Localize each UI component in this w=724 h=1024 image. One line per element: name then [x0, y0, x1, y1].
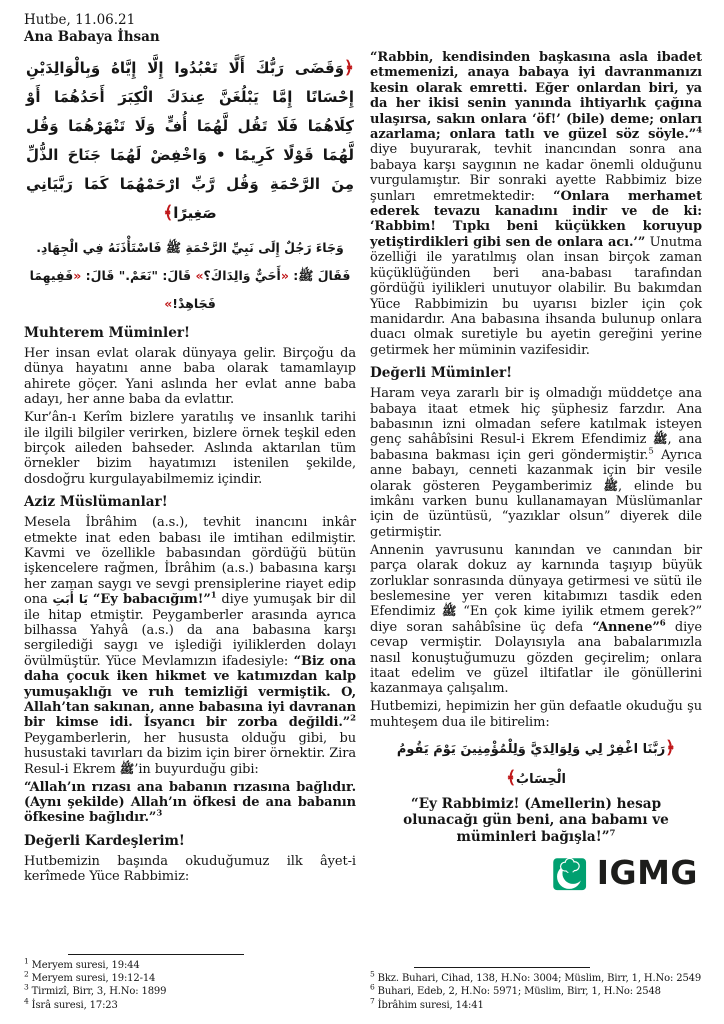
text-run: « — [280, 268, 289, 283]
text-run: “Onlara merhamet ederek tevazu kanadını indir ve de ki: ‘Rabbim! Tıpkı beni küçükken koruyup yetiştirdikleri gibi sen de onlara acı.’” — [370, 188, 702, 250]
dua-translation — [376, 796, 696, 845]
text-run: ﴿ — [665, 738, 676, 759]
footnote-number: 2 — [24, 969, 29, 979]
footnote-list-left — [24, 956, 356, 1012]
footnote-item: $^5$ Bkz. Buhari, Cihad, 138, H.No: 3004; Müslim, Birr, 1, H.No: 2549 — [370, 969, 702, 985]
page-title: Ana Babaya İhsan — [24, 29, 160, 45]
paragraph — [24, 410, 356, 487]
footnote-rule — [68, 954, 244, 955]
footnote-number: 6 — [370, 983, 375, 993]
text-run: “Ey babacığım!” — [92, 592, 211, 608]
text-run: Unutma özelliği ile yaratılmış olan insan birçok zaman küçüklüğünden beri ana-babası tarafından gördüğü iyilikleri unutuyor olabilir. Bu bakımdan Yüce Rabbimizin bu uyarısı bizler için çok manidardır. Ana babasına ihsanda bulunup onlara duacı olmak suretiyle bu ayetin gereğini yerine getirmek her müminin vazifesidir. — [370, 234, 703, 358]
left-column-content — [24, 50, 356, 887]
text-run: Annenin yavrusunu kanından ve canından bir parça olarak dokuz ay karnında taşıyıp büyük zorluklar sonrasında dünyaya getirmesi ve sütü ile beslemesine yer veren kitabımızı tasdik eden Efendimiz — [370, 542, 702, 620]
text-run: » — [164, 296, 173, 311]
text-run: “Biz ona daha çocuk iken hikmet ve katımızdan kalp yumuşaklığı ve ruh temizliği vermiştik. O, Allah’tan sakınan, anne babasına iyi davranan bir kimse idi. İsyancı bir zorba değildi.” — [24, 653, 356, 731]
footnote-number: 4 — [24, 996, 29, 1006]
footnote-number: 1 — [24, 956, 29, 966]
right-column-content — [370, 50, 702, 891]
text-run: , elinde bu imkânı varken bunu kullanamayan Müslümanlar için de üzüntüsü, “yazıklar olsun” diyerek dile getirmiştir. — [370, 478, 702, 540]
right-footnote-area — [370, 967, 702, 1016]
text-run: Kur’ân-ı Kerîm bizlere yaratılış ve insanlık tarihi ile ilgili bilgiler verirken, bizlere örnek teşkil eden birçok aileden bahseder. Aslında aktarılan tüm örnekler bizim hayatımızı istenilen şekilde, dosdoğru kurgulayabilmemiz içindir. — [24, 410, 356, 487]
section-heading-aziz-muslumanlar: Aziz Müslümanlar! — [24, 494, 168, 511]
footnote-marker: 2 — [350, 714, 356, 725]
paragraph — [370, 699, 702, 730]
footnote-rule — [414, 967, 590, 968]
right-column — [370, 50, 702, 1016]
dua-arabic — [370, 734, 702, 794]
footnote-marker: 1 — [210, 590, 217, 601]
paragraph — [24, 346, 356, 408]
text-run: “Annene” — [592, 619, 660, 635]
footnote-list-right — [370, 969, 702, 1012]
date-line: Hutbe, 11.06.21 — [24, 12, 136, 28]
footnote-item: $^4$ İsrâ suresi, 17:23 — [24, 996, 118, 1011]
text-run: “En çok kime iyilik etmem gerek?” diye soran sahâbîsine üç defa — [370, 604, 702, 635]
footnote-marker: 5 — [648, 446, 654, 457]
section-heading-muhterem-muminler: Muhterem Müminler! — [24, 325, 190, 341]
section-heading-degerli-muminler: Değerli Müminler! — [370, 365, 513, 382]
text-run: Ayrıca anne babayı, cenneti kazanmak için bir vesile olarak gösteren Peygamberimiz — [370, 447, 703, 494]
crescent-tree-icon — [552, 854, 589, 891]
footnote-number: 3 — [24, 983, 29, 993]
footnote-item: $^2$ Meryem suresi, 19:12-14 — [24, 969, 156, 985]
text-run: Peygamberlerin, her hususta olduğu gibi, bu husustaki tavırları da bizim için birer örnektir. Zira Resul-i Ekrem — [24, 730, 356, 777]
text-run: Hutbemizin başında okuduğumuz ilk âyet-i kerîmede Yüce Rabbimiz: — [24, 853, 356, 885]
two-column-body — [24, 50, 702, 1016]
paragraph — [370, 50, 702, 358]
arabic-inline-text: ﷺ — [119, 761, 135, 776]
footnote-item: $^1$ Meryem suresi, 19:44 — [24, 956, 140, 971]
footnote-number: 5 — [370, 969, 375, 979]
footnote-item: $^3$ Tirmizî, Birr, 3, H.No: 1899 — [24, 983, 167, 998]
text-run: Haram veya zararlı bir iş olmadığı müddetçe ana babaya itaat etmek hiç şüphesiz farzdır. Ana babasının izni olmadan sefere katılmak isteyen genç sahâbîsini Resul-i Ekrem Efendimiz — [370, 386, 702, 448]
section-heading-degerli-kardeslerim: Değerli Kardeşlerim! — [24, 832, 185, 849]
footnote-marker: 4 — [696, 125, 702, 136]
footnote-marker: 7 — [609, 828, 616, 839]
paragraph — [24, 515, 356, 777]
text-run: ﴿ — [344, 58, 354, 78]
text-run: وَجَاءَ رَجُلٌ إِلَى نَبِيِّ الرَّحْمَةِ ﷺ فَاسْتَأْذَنَهُ فِي الْجِهَادِ. فَقَالَ ﷺ: — [36, 240, 351, 283]
text-run: فَفِيهِمَا فَجَاهِدْ! — [29, 268, 216, 311]
text-run: diye yumuşak bir dil ile hitap etmiştir. Peygamberler arasında ayrıca bilhassa Yahyâ (a.s.) da ana babasına karşı sergilediği saygı ve işlediği iyiliklerden dolayı övülmüştür. Yüce Mevlamızın ifadesiyle: — [24, 592, 356, 669]
arabic-inline-text: ﷺ — [441, 604, 457, 619]
text-run: “Allah’ın rızası ana babanın rızasına bağlıdır. (Aynı şekilde) Allah’ın öfkesi de ana babanın öfkesine bağlıdır.” — [24, 779, 356, 826]
left-footnote-area — [24, 954, 356, 1016]
text-run: » — [195, 268, 204, 283]
text-run: ﴾ — [163, 203, 174, 223]
text-run: قَالَ: "نَعَمْ." قَالَ: — [81, 268, 196, 283]
footnote-item: $^6$ Buhari, Edeb, 2, H.No: 5971; Müslim, Birr, 1, H.No: 2548 — [370, 983, 661, 998]
text-run: Mesela İbrâhim (a.s.), tevhit inancını inkâr etmekte inat eden babası ile imtihan edilmiştir. Kavmi ve özellikle babasından gördüğü bütün işkencelere rağmen, İbrâhim (a.s.) babasına karşı her zaman saygı ve sevgi prensiplerine riayet edip ona — [24, 515, 356, 608]
text-run: “Rabbin, kendisinden başkasına asla ibadet etmemenizi, anaya babaya iyi davranmanızı kesin olarak emretti. Eğer onlardan biri, ya da her ikisi senin yanında ihtiyarlık çağına ulaşırsa, sakın onlara ‘öf!’ (bile) deme; onları azarlama; onlara tatlı ve güzel söz söyle.” — [370, 50, 702, 143]
text-run: , ana babasına bakması için geri göndermiştir. — [370, 432, 702, 463]
igmg-logo — [370, 854, 698, 891]
paragraph — [370, 386, 702, 540]
text-run: ﴾ — [506, 768, 517, 789]
logo-text: IGMG — [596, 853, 698, 893]
document-header — [24, 12, 702, 46]
text-run: Her insan evlat olarak dünyaya gelir. Birçoğu da dünya hayatını anne baba olarak tamamlayıp ahirete göçer. Yani aslında her evlat anne baba adayı, her anne baba da evlattır. — [24, 346, 356, 408]
paragraph — [370, 543, 702, 697]
text-run: أَحَيٌّ وَالِدَاكَ؟ — [203, 268, 281, 283]
footnote-number: 7 — [370, 996, 375, 1006]
quran-verse-arabic — [26, 54, 354, 228]
arabic-inline-text: ﷺ — [653, 432, 668, 447]
footnote-marker: 6 — [659, 618, 666, 629]
text-run: “Ey Rabbimiz! (Amellerin) hesap olunacağı gün beni, ana babamı ve müminleri bağışla!” — [403, 796, 669, 845]
text-run: Hutbemizi, hepimizin her gün defaatle okuduğu şu muhteşem dua ile bitirelim: — [370, 699, 702, 730]
footnote-item: $^7$ İbrâhim suresi, 14:41 — [370, 996, 484, 1011]
text-run: « — [73, 268, 82, 283]
hadith-arabic — [24, 234, 356, 318]
arabic-inline-text: ﷺ — [603, 478, 618, 493]
paragraph — [24, 854, 356, 885]
left-column — [24, 50, 356, 1016]
text-run: diye buyurarak, tevhit inancından sonra ana babaya karşı saygının ne kadar önemli olduğunu vurgulamıştır. Bir sonraki ayette Rabbimiz bize şunları emretmektedir: — [370, 142, 702, 204]
arabic-inline-text: يَا أَبَتِ — [52, 592, 88, 607]
text-run: وَقَضَى رَبُّكَ أَلَّا تَعْبُدُوا إِلَّا إِيَّاهُ وَبِالْوَالِدَيْنِ إِحْسَانًا إِمَّا يَبْلُغَنَّ عِندَكَ الْكِبَرَ أَحَدُهُمَا أَوْ كِلَاهُمَا فَلَا تَقُل لَّهُمَا أُفٍّ وَلَا تَنْهَرْهُمَا وَقُل لَّهُمَا قَوْلًا كَرِيمًا • وَاخْفِضْ لَهُمَا جَنَاحَ الذُّلِّ مِنَ الرَّحْمَةِ وَقُل رَّبِّ ارْحَمْهُمَا كَمَا رَبَّيَانِي صَغِيرًا — [26, 59, 354, 222]
text-run: diye cevap vermiştir. Dolayısıyla ana babalarımızla nasıl konuştuğumuzu gözden geçirelim; onlara itaat edelim ve güzel iltifatlar ile gönüllerini kazanmaya çalışalım. — [370, 619, 702, 697]
paragraph-hadith-translation — [24, 780, 356, 826]
footnote-marker: 3 — [156, 809, 163, 820]
text-run: رَبَّنَا اغْفِرْ لِي وَلِوَالِدَيَّ وَلِلْمُؤْمِنِينَ يَوْمَ يَقُومُ الْحِسَابُ — [396, 742, 666, 788]
text-run: ’in buyurduğu gibi: — [134, 761, 259, 777]
